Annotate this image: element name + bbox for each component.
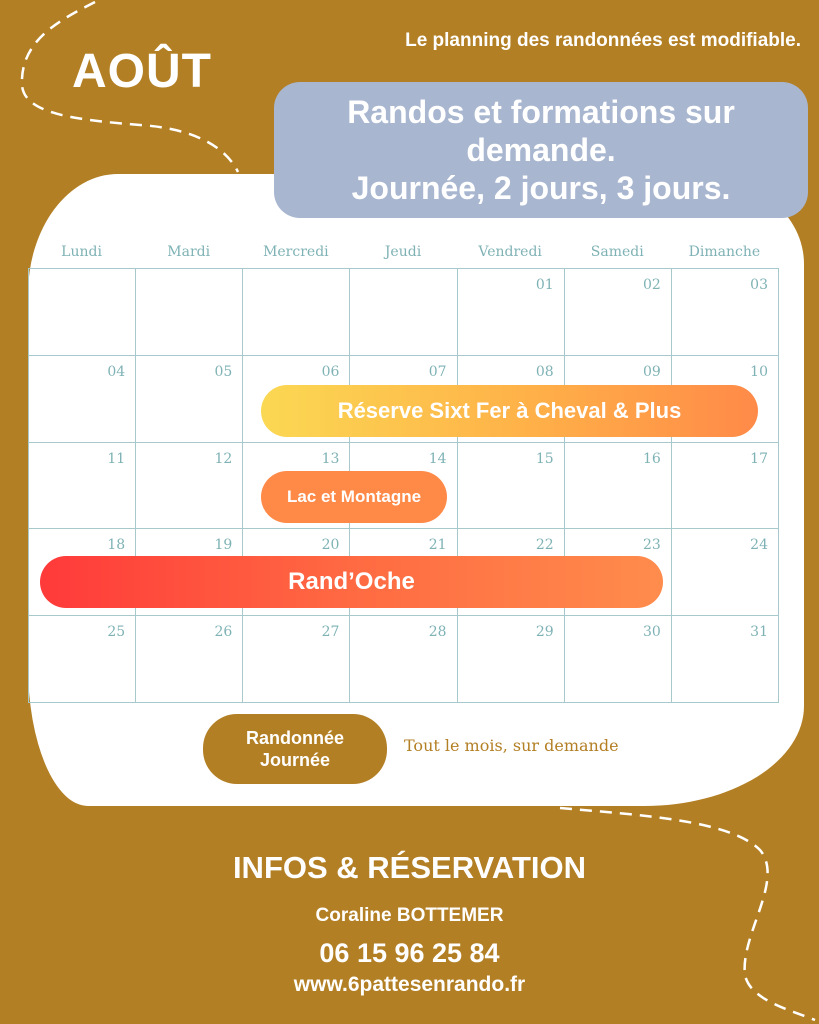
calendar-cell bbox=[565, 269, 672, 356]
legend-pill-line: Journée bbox=[259, 750, 331, 770]
weekday-label: Samedi bbox=[590, 244, 644, 260]
day-number: 09 bbox=[643, 363, 661, 380]
calendar-cell bbox=[136, 443, 243, 530]
calendar-cell bbox=[243, 616, 350, 703]
day-number: 03 bbox=[750, 277, 768, 293]
day-number: 15 bbox=[535, 450, 554, 467]
day-number: 14 bbox=[428, 450, 447, 467]
day-number: 29 bbox=[535, 624, 554, 641]
day-number: 12 bbox=[214, 450, 233, 467]
weekday-label: Dimanche bbox=[688, 244, 761, 260]
day-number: 08 bbox=[535, 363, 554, 380]
day-number: 30 bbox=[643, 624, 661, 641]
website-link: www.6pattesenrando.fr bbox=[293, 973, 526, 996]
day-number: 21 bbox=[428, 537, 447, 554]
calendar-cell bbox=[672, 616, 779, 703]
calendar-cell bbox=[350, 269, 457, 356]
calendar-cell bbox=[565, 616, 672, 703]
calendar-cell bbox=[29, 356, 136, 443]
day-number: 10 bbox=[750, 363, 768, 380]
day-number: 05 bbox=[214, 363, 233, 380]
calendar-cell bbox=[458, 269, 565, 356]
calendar-cell bbox=[672, 529, 779, 616]
day-number: 31 bbox=[750, 624, 768, 641]
month-title: AOÛT bbox=[72, 45, 212, 98]
weekday-label: Mardi bbox=[167, 244, 211, 260]
legend-pill bbox=[203, 714, 387, 784]
calendar-cell bbox=[672, 269, 779, 356]
day-number: 24 bbox=[750, 537, 768, 554]
calendar-cell bbox=[136, 356, 243, 443]
legend-pill-line: Randonnée bbox=[245, 728, 344, 748]
event-rand-oche: Rand’Oche bbox=[40, 556, 663, 608]
modifiable-notice: Le planning des randonnées est modifiable. bbox=[405, 30, 801, 51]
offer-line: Journée, 2 jours, 3 jours. bbox=[351, 170, 731, 206]
weekday-label: Vendredi bbox=[478, 244, 542, 260]
calendar-cell bbox=[672, 443, 779, 530]
calendar-cell bbox=[350, 616, 457, 703]
calendar-cell bbox=[29, 616, 136, 703]
calendar-cell bbox=[243, 269, 350, 356]
contact-name: Coraline BOTTEMER bbox=[315, 905, 504, 926]
calendar-cell bbox=[458, 443, 565, 530]
day-number: 26 bbox=[214, 624, 233, 641]
weekday-header bbox=[28, 244, 778, 260]
offer-line: Randos et formations sur bbox=[347, 94, 735, 130]
info-title: INFOS & RÉSERVATION bbox=[232, 850, 587, 885]
legend-note: Tout le mois, sur demande bbox=[404, 736, 619, 755]
calendar-cell bbox=[136, 269, 243, 356]
weekday-label: Jeudi bbox=[384, 244, 422, 260]
calendar-cell bbox=[29, 443, 136, 530]
day-number: 19 bbox=[214, 537, 233, 554]
event-lac-montagne: Lac et Montagne bbox=[261, 471, 447, 523]
day-number: 20 bbox=[321, 537, 340, 554]
day-number: 25 bbox=[107, 624, 126, 641]
day-number: 11 bbox=[107, 450, 126, 467]
day-number: 22 bbox=[535, 537, 554, 554]
day-number: 13 bbox=[321, 450, 340, 467]
calendar-cell bbox=[29, 269, 136, 356]
calendar-cell bbox=[458, 616, 565, 703]
day-number: 06 bbox=[321, 363, 340, 380]
day-number: 18 bbox=[107, 537, 126, 554]
day-number: 23 bbox=[643, 537, 661, 554]
day-number: 04 bbox=[107, 363, 126, 380]
day-number: 02 bbox=[643, 277, 661, 293]
weekday-label: Lundi bbox=[61, 244, 102, 260]
calendar-cell bbox=[136, 616, 243, 703]
phone-number: 06 15 96 25 84 bbox=[319, 938, 500, 968]
day-number: 01 bbox=[535, 277, 554, 293]
day-number: 27 bbox=[321, 624, 340, 641]
calendar-cell bbox=[565, 443, 672, 530]
day-number: 16 bbox=[643, 450, 661, 467]
weekday-label: Mercredi bbox=[263, 244, 329, 260]
day-number: 17 bbox=[750, 450, 768, 467]
day-number: 28 bbox=[428, 624, 447, 641]
day-number: 07 bbox=[428, 363, 447, 380]
event-reserve-sixt: Réserve Sixt Fer à Cheval & Plus bbox=[261, 385, 758, 437]
offer-line: demande. bbox=[466, 132, 616, 168]
offer-box bbox=[274, 82, 808, 218]
